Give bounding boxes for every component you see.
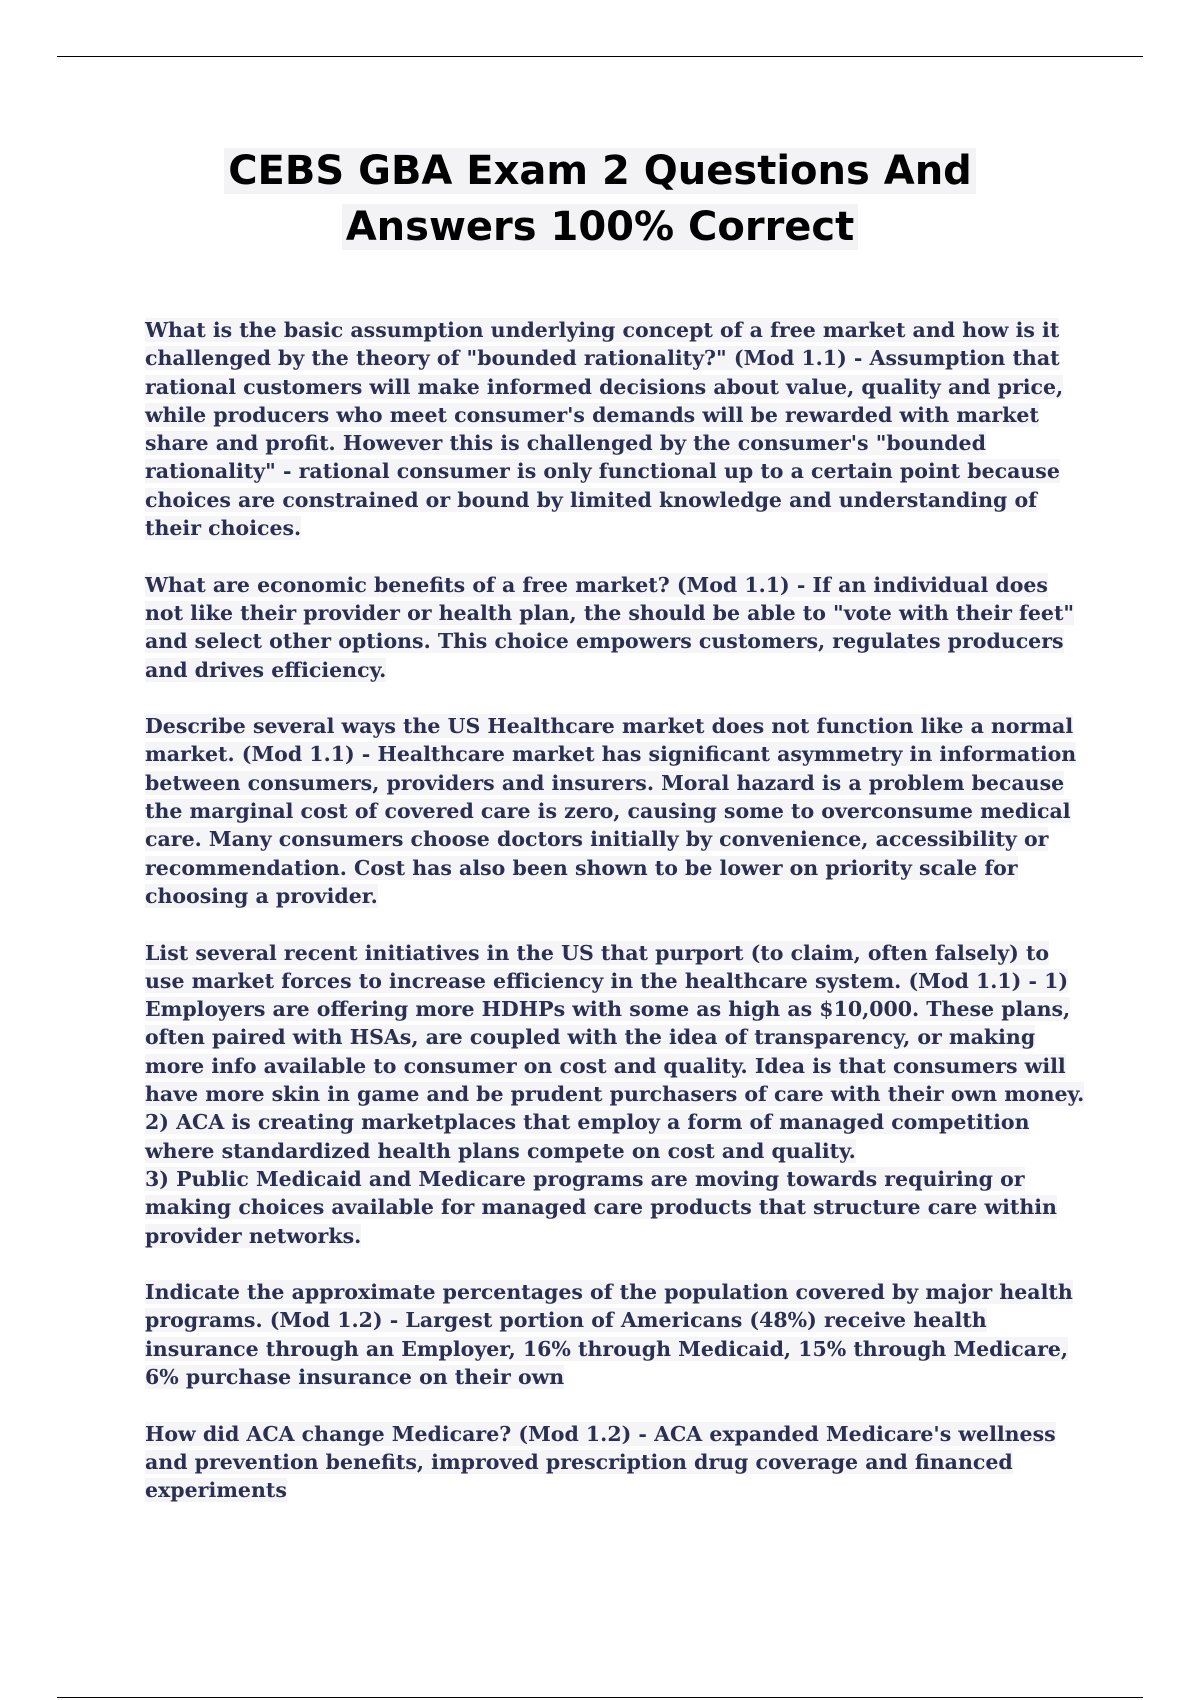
qa-item bbox=[145, 1420, 1090, 1505]
qa-text: Describe several ways the US Healthcare market does not function like a normal market. (Mod 1.1) - Healthcare market has significant asymmetry in information between consumers, providers and insurers. Moral hazard is a problem because the marginal cost of covered care is zero, causing some to overconsume medical care. Many consumers choose doctors initially by convenience, accessibility or recommendation. Cost has also been shown to be lower on priority scale for choosing a provider. bbox=[145, 714, 1077, 908]
title-line-2: Answers 100% Correct bbox=[342, 204, 859, 250]
qa-list bbox=[145, 316, 1090, 1533]
qa-item bbox=[145, 939, 1090, 1250]
qa-item bbox=[145, 1278, 1090, 1391]
top-rule bbox=[57, 56, 1143, 57]
qa-text: List several recent initiatives in the US that purport (to claim, often falsely) to use market forces to increase efficiency in the healthcare system. (Mod 1.1) - 1) Employers are offering more HDHPs with some as high as $10,000. These plans, often paired with HSAs, are coupled with the idea of transparency, or making more info available to consumer on cost and quality. Idea is that consumers will have more skin in game and be prudent purchasers of care with their own money. 2) ACA is creating marketplaces that employ a form of managed competition where standardized health plans compete on cost and quality. 3) Public Medicaid and Medicare programs are moving towards requiring or making choices available for managed care products that structure care within provider networks. bbox=[145, 940, 1085, 1248]
qa-item bbox=[145, 712, 1090, 910]
bottom-rule bbox=[57, 1697, 1143, 1698]
document-title bbox=[100, 143, 1100, 255]
qa-text: Indicate the approximate percentages of the population covered by major health programs. (Mod 1.2) - Largest portion of Americans (48%) receive health insurance through an Employer, 16% through Medicaid, 15% through Medicare, 6% purchase insurance on their own bbox=[145, 1280, 1073, 1389]
qa-item bbox=[145, 571, 1090, 684]
qa-text: How did ACA change Medicare? (Mod 1.2) - ACA expanded Medicare's wellness and prevention benefits, improved prescription drug coverage and financed experiments bbox=[145, 1421, 1056, 1503]
qa-text: What are economic benefits of a free market? (Mod 1.1) - If an individual does not like their provider or health plan, the should be able to "vote with their feet" and select other options. This choice empowers customers, regulates producers and drives efficiency. bbox=[145, 572, 1075, 682]
qa-text: What is the basic assumption underlying concept of a free market and how is it challenged by the theory of "bounded rationality?" (Mod 1.1) - Assumption that rational customers will make informed decisions about value, quality and price, while producers who meet consumer's demands will be rewarded with market share and profit. However this is challenged by the consumer's "bounded rationality" - rational consumer is only functional up to a certain point because choices are constrained or bound by limited knowledge and understanding of their choices. bbox=[145, 318, 1064, 541]
title-line-1: CEBS GBA Exam 2 Questions And bbox=[224, 148, 976, 194]
qa-item bbox=[145, 316, 1090, 542]
